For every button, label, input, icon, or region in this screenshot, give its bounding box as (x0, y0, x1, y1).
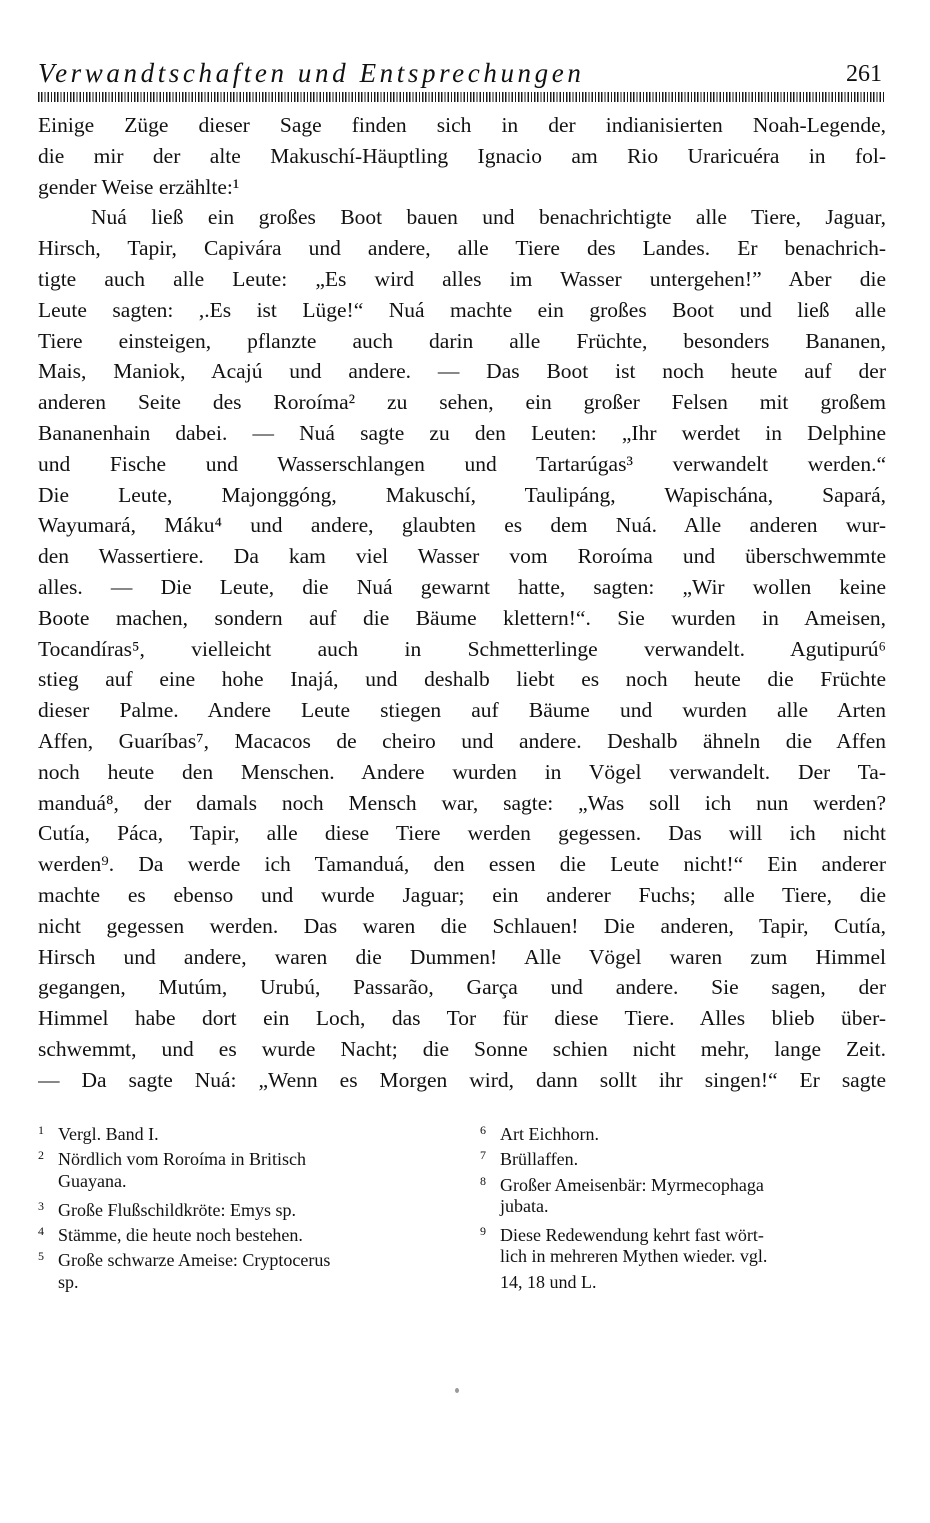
body-text (38, 110, 886, 1096)
footnote-text: jubata. (500, 1195, 549, 1216)
text-line: Mais, Maniok, Acajú und andere. — Das Boot ist noch heute auf der (38, 359, 886, 384)
footnote-1 (38, 1118, 446, 1143)
text-line: Himmel habe dort ein Loch, das Tor für diese Tiere. Alles blieb über- (38, 1006, 886, 1031)
footnote-text: Art Eichhorn. (500, 1124, 599, 1144)
text-line: Hirsch, Tapir, Capivára und andere, alle Tiere des Landes. Er benachrich- (38, 236, 886, 261)
text-line: tigte auch alle Leute: „Es wird alles im Wasser untergehen!” Aber die (38, 266, 886, 291)
footnotes-left-column (38, 1118, 446, 1295)
footnote-marker: 7 (480, 1148, 486, 1163)
text-line: Leute sagten: ,.Es ist Lüge!“ Nuá machte ein großes Boot und ließ alle (38, 297, 886, 322)
text-line: Hirsch und andere, waren die Dummen! Alle Vögel waren zum Himmel (38, 944, 886, 969)
footnote-marker: 1 (38, 1123, 44, 1137)
text-line: Tiere einsteigen, pflanzte auch darin alle Früchte, besonders Bananen, (38, 328, 886, 353)
text-line: Einige Züge dieser Sage finden sich in der indianisierten Noah-Legende, (38, 113, 886, 137)
footnote-marker: 9 (480, 1224, 486, 1239)
text-line: anderen Seite des Roroíma² zu sehen, ein großer Felsen mit großem (38, 390, 886, 415)
footnote-text: sp. (58, 1271, 79, 1292)
text-line: stieg auf eine hohe Inajá, und deshalb liebt es noch heute die Früchte (38, 667, 886, 692)
text-line: und Fische und Wasserschlangen und Tartarúgas³ verwandelt werden.“ (38, 451, 886, 476)
footnote-3 (38, 1194, 446, 1219)
text-line: manduá⁸, der damals noch Mensch war, sagte: „Was soll ich nun werden? (38, 790, 886, 815)
footnote-6 (480, 1118, 885, 1143)
text-line: schwemmt, und es wurde Nacht; die Sonne schien nicht mehr, lange Zeit. (38, 1036, 886, 1061)
text-line: Bananenhain dabei. — Nuá sagte zu den Leuten: „Ihr werdet in Delphine (38, 420, 886, 445)
text-line: nicht gegessen werden. Das waren die Schlauen! Die anderen, Tapir, Cutía, (38, 913, 886, 938)
footnote-text: Guayana. (58, 1170, 127, 1191)
footnote-text: Große schwarze Ameise: Cryptocerus (58, 1250, 331, 1271)
footnote-marker: 3 (38, 1198, 44, 1213)
text-line: gender Weise erzählte:¹ (38, 174, 240, 199)
footnote-marker: 6 (480, 1123, 486, 1137)
text-line: dieser Palme. Andere Leute stiegen auf Bäume und wurden alle Arten (38, 698, 886, 723)
text-line: Tocandíras⁵, vielleicht auch in Schmetterlinge verwandelt. Agutipurú⁶ (38, 636, 886, 661)
footnote-marker: 5 (38, 1249, 44, 1264)
footnote-9 (480, 1219, 885, 1295)
running-title: Verwandtschaften und Entsprechungen (38, 58, 585, 88)
footnote-text: 14, 18 und L. (500, 1271, 597, 1292)
footnotes-right-column (480, 1118, 885, 1295)
text-line: gegangen, Mutúm, Urubú, Passarão, Garça und andere. Sie sagen, der (38, 975, 886, 1000)
footnote-2 (38, 1143, 446, 1194)
text-line: Wayumará, Máku⁴ und andere, glaubten es dem Nuá. Alle anderen wur- (38, 513, 886, 538)
footnote-text: Stämme, die heute noch bestehen. (58, 1225, 303, 1246)
footnote-8 (480, 1169, 885, 1220)
text-line: — Da sagte Nuá: „Wenn es Morgen wird, dann sollt ihr singen!“ Er sagte (38, 1067, 886, 1092)
text-line: alles. — Die Leute, die Nuá gewarnt hatte, sagten: „Wir wollen keine (38, 574, 886, 599)
text-line: Cutía, Páca, Tapir, alle diese Tiere werden gegessen. Das will ich nicht (38, 821, 886, 846)
header-rule (38, 92, 886, 102)
text-line: werden⁹. Da werde ich Tamanduá, den essen die Leute nicht!“ Ein anderer (38, 852, 886, 877)
text-line: Boote machen, sondern auf die Bäume klettern!“. Sie wurden in Ameisen, (38, 605, 886, 630)
footnote-text: Großer Ameisenbär: Myrmecophaga (500, 1174, 764, 1195)
footnote-7 (480, 1143, 885, 1168)
footnote-5 (38, 1244, 446, 1295)
text-line: die mir der alte Makuschí-Häuptling Ignacio am Rio Uraricuéra in fol- (38, 143, 886, 168)
footnote-marker: 8 (480, 1173, 486, 1188)
text-line: noch heute den Menschen. Andere wurden in Vögel verwandelt. Der Ta- (38, 759, 886, 784)
footnote-text: Vergl. Band I. (58, 1124, 159, 1144)
footnote-text: Nördlich vom Roroíma in Britisch (58, 1149, 306, 1170)
footnote-marker: 4 (38, 1224, 44, 1239)
text-line: Affen, Guaríbas⁷, Macacos de cheiro und andere. Deshalb ähneln die Affen (38, 728, 886, 753)
ink-speck (455, 1388, 459, 1393)
footnote-text: lich in mehreren Mythen wieder. vgl. (500, 1246, 768, 1267)
footnote-text: Diese Redewendung kehrt fast wört- (500, 1225, 764, 1246)
text-line: den Wassertiere. Da kam viel Wasser vom Roroíma und überschwemmte (38, 544, 886, 569)
text-line: machte es ebenso und wurde Jaguar; ein anderer Fuchs; alle Tiere, die (38, 882, 886, 907)
text-line: Die Leute, Majonggóng, Makuschí, Taulipáng, Wapischána, Sapará, (38, 482, 886, 507)
page-header (38, 58, 886, 90)
text-line: Nuá ließ ein großes Boot bauen und benachrichtigte alle Tiere, Jaguar, (91, 205, 886, 230)
footnote-marker: 2 (38, 1148, 44, 1163)
footnote-text: Große Flußschildkröte: Emys sp. (58, 1199, 296, 1220)
page-number: 261 (846, 61, 882, 87)
footnote-4 (38, 1219, 446, 1244)
footnote-text: Brüllaffen. (500, 1149, 579, 1170)
